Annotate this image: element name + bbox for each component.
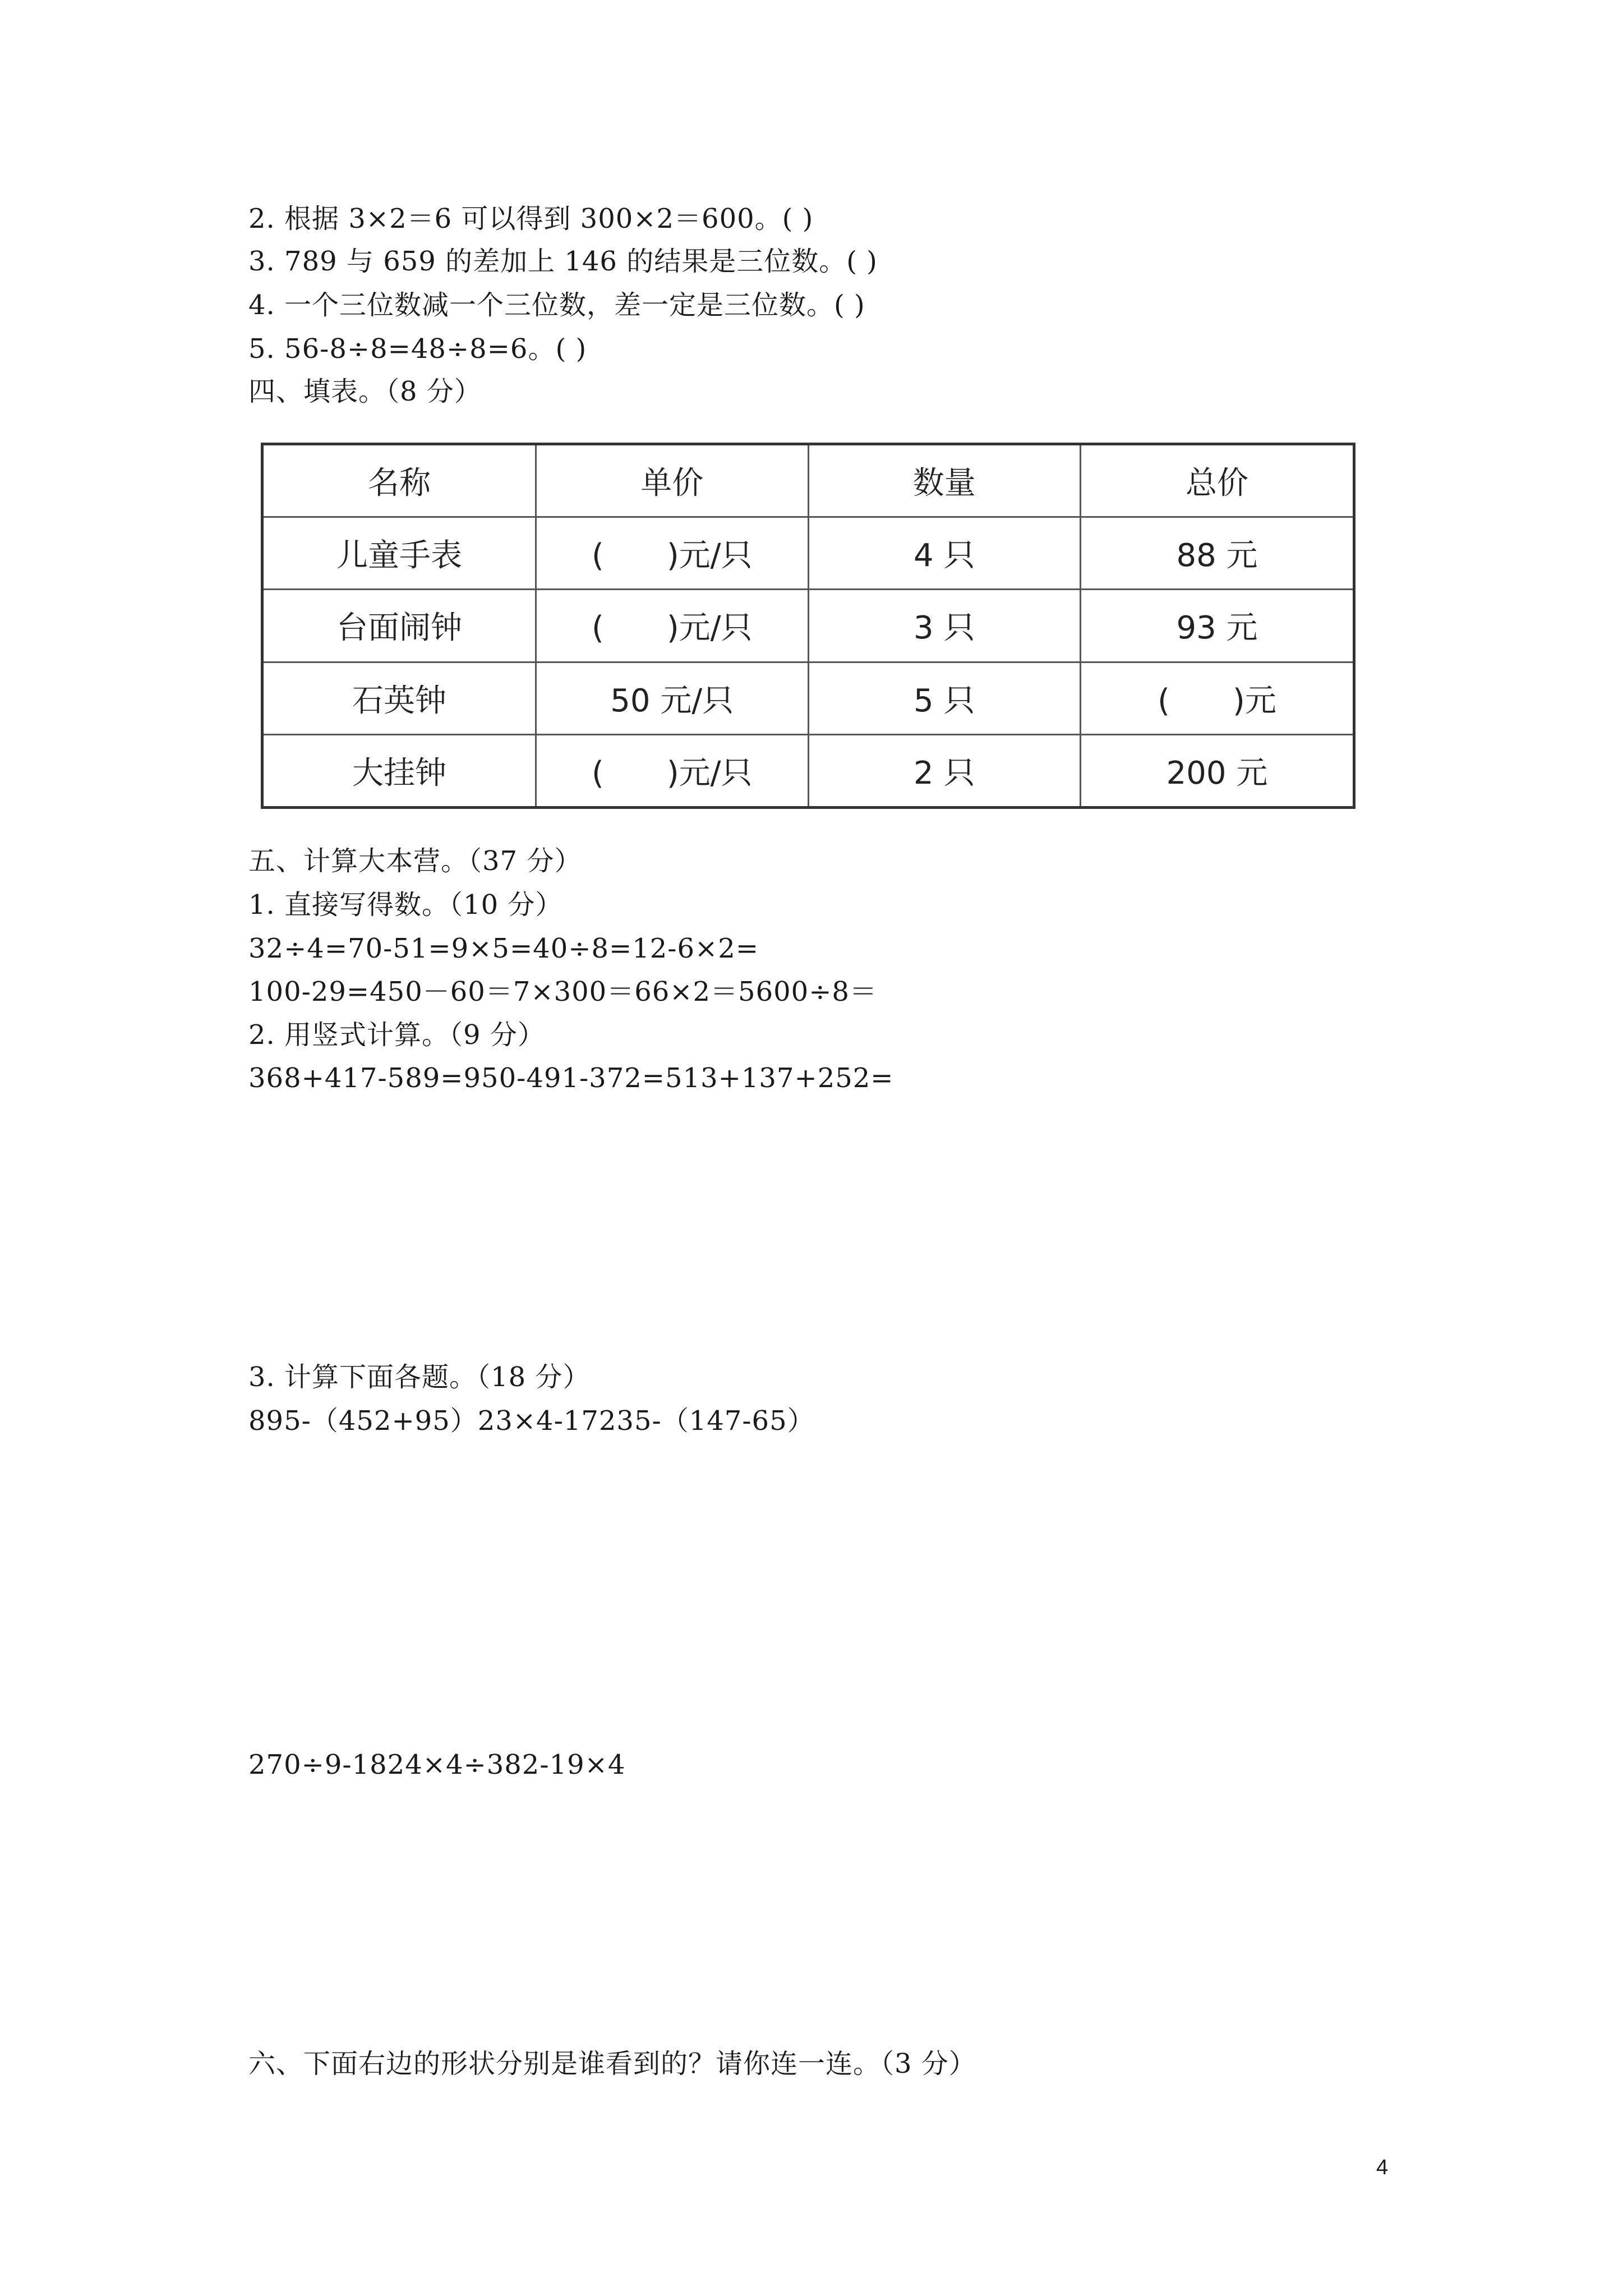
table-cell: 儿童手表 xyxy=(264,517,536,590)
table-cell: 50 元/只 xyxy=(536,662,809,735)
table-cell: 大挂钟 xyxy=(264,735,536,806)
question-2-text: 2. 根据 3×2＝6 可以得到 300×2＝600。( ) xyxy=(248,203,814,234)
table-cell: 88 元 xyxy=(1081,517,1353,590)
table-row xyxy=(264,735,1353,806)
table-cell: 3 只 xyxy=(808,590,1081,662)
section-4-title: 四、填表。（8 分） xyxy=(248,376,482,407)
table-cell: 200 元 xyxy=(1081,735,1353,806)
table-header-cell: 总价 xyxy=(1081,445,1353,517)
section-6-title: 六、下面右边的形状分别是谁看到的？请你连一连。（3 分） xyxy=(248,2048,976,2079)
price-table xyxy=(261,443,1355,809)
table-cell: 4 只 xyxy=(808,517,1081,590)
section-5-q1-row2: 100-29=450－60＝7×300＝66×2＝5600÷8＝ xyxy=(248,976,877,1007)
table-cell[interactable]: ( )元/只 xyxy=(536,590,809,662)
section-5-q2-title: 2. 用竖式计算。（9 分） xyxy=(248,1019,545,1051)
table-row xyxy=(264,517,1353,590)
section-5-q3-row1: 895-（452+95）23×4-17235-（147-65） xyxy=(248,1405,815,1437)
table-row xyxy=(264,590,1353,662)
table-cell: 石英钟 xyxy=(264,662,536,735)
table-cell[interactable]: ( )元/只 xyxy=(536,735,809,806)
table-cell[interactable]: ( )元/只 xyxy=(536,517,809,590)
table-header-cell: 单价 xyxy=(536,445,809,517)
table-header-row xyxy=(264,445,1353,517)
table-cell[interactable]: ( )元 xyxy=(1081,662,1353,735)
table-cell: 93 元 xyxy=(1081,590,1353,662)
section-5-q1-row1: 32÷4=70-51=9×5=40÷8=12-6×2= xyxy=(248,933,759,964)
table-header-cell: 名称 xyxy=(264,445,536,517)
question-5-text: 5. 56-8÷8=48÷8=6。( ) xyxy=(248,333,587,365)
question-4-text: 4. 一个三位数减一个三位数，差一定是三位数。( ) xyxy=(248,289,865,321)
section-5-q3-title: 3. 计算下面各题。（18 分） xyxy=(248,1361,591,1393)
section-5-q3-row2: 270÷9-1824×4÷382-19×4 xyxy=(248,1749,626,1780)
question-3-text: 3. 789 与 659 的差加上 146 的结果是三位数。( ) xyxy=(248,246,878,277)
section-5-title: 五、计算大本营。（37 分） xyxy=(248,845,582,877)
table-cell: 2 只 xyxy=(808,735,1081,806)
table-cell: 台面闹钟 xyxy=(264,590,536,662)
section-5-q2-row1: 368+417-589=950-491-372=513+137+252= xyxy=(248,1062,894,1094)
page-number: 4 xyxy=(1376,2156,1389,2179)
table-header-cell: 数量 xyxy=(808,445,1081,517)
section-5-q1-title: 1. 直接写得数。（10 分） xyxy=(248,889,563,921)
table-row xyxy=(264,662,1353,735)
table-cell: 5 只 xyxy=(808,662,1081,735)
